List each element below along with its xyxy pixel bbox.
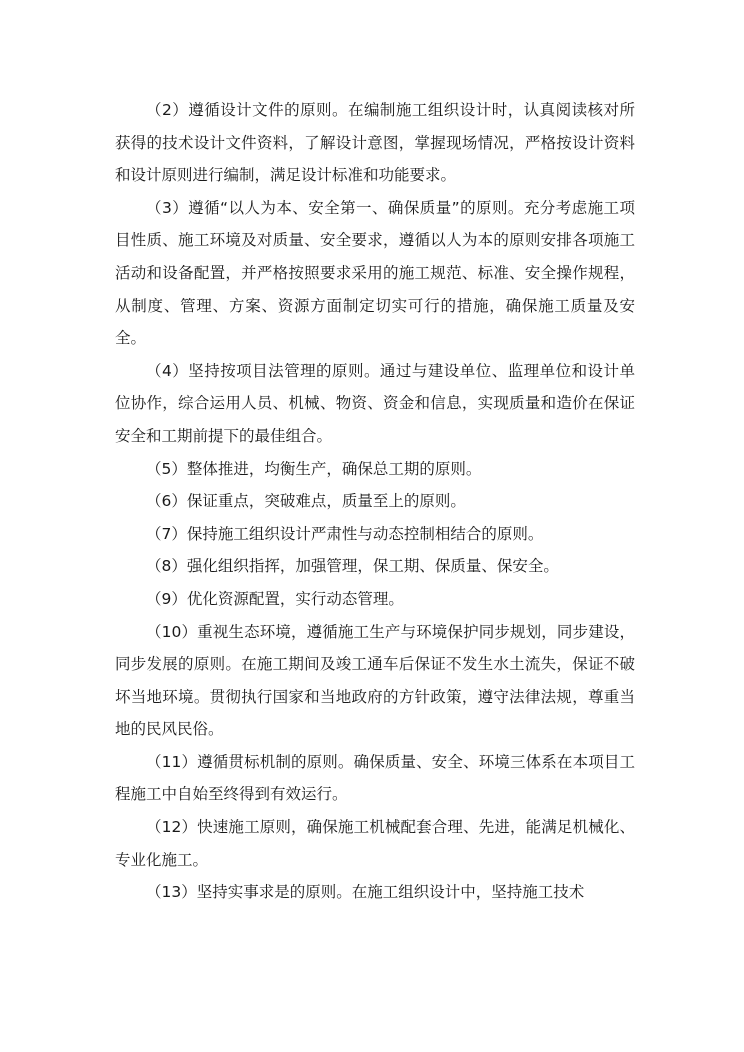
- document-body: [115, 94, 635, 909]
- paragraph-principle-2: （2）遵循设计文件的原则。在编制施工组织设计时，认真阅读核对所获得的技术设计文件资料，了解设计意图，掌握现场情况，严格按设计资料和设计原则进行编制，满足设计标准和功能要求。: [115, 101, 635, 185]
- paragraph-principle-6: （6）保证重点，突破难点，质量至上的原则。: [146, 492, 466, 511]
- paragraph-principle-11: （11）遵循贯标机制的原则。确保质量、安全、环境三体系在本项目工程施工中自始至终得到有效运行。: [115, 752, 635, 804]
- paragraph-principle-10: （10）重视生态环境，遵循施工生产与环境保护同步规划，同步建设，同步发展的原则。在施工期间及竣工通车后保证不发生水土流失，保证不破坏当地环境。贯彻执行国家和当地政府的方针政策，遵守法律法规，尊重当地的民风民俗。: [115, 622, 635, 739]
- paragraph-principle-4: （4）坚持按项目法管理的原则。通过与建设单位、监理单位和设计单位协作，综合运用人员、机械、物资、资金和信息，实现质量和造价在保证安全和工期前提下的最佳组合。: [115, 361, 635, 445]
- paragraph-principle-8: （8）强化组织指挥，加强管理，保工期、保质量、保安全。: [146, 557, 559, 576]
- paragraph-principle-5: （5）整体推进，均衡生产，确保总工期的原则。: [146, 459, 482, 478]
- paragraph-principle-9: （9）优化资源配置，实行动态管理。: [146, 589, 404, 608]
- paragraph-principle-12: （12）快速施工原则，确保施工机械配套合理、先进，能满足机械化、专业化施工。: [115, 818, 635, 869]
- paragraph-principle-3: （3）遵循“以人为本、安全第一、确保质量”的原则。充分考虑施工项目性质、施工环境及对质量、安全要求，遵循以人为本的原则安排各项施工活动和设备配置，并严格按照要求采用的施工规范、标准、安全操作规程，从制度、管理、方案、资源方面制定切实可行的措施，确保施工质量及安全。: [115, 198, 635, 348]
- paragraph-principle-13: （13）坚持实事求是的原则。在施工组织设计中，坚持施工技术: [146, 883, 585, 902]
- paragraph-principle-7: （7）保持施工组织设计严肃性与动态控制相结合的原则。: [146, 524, 544, 543]
